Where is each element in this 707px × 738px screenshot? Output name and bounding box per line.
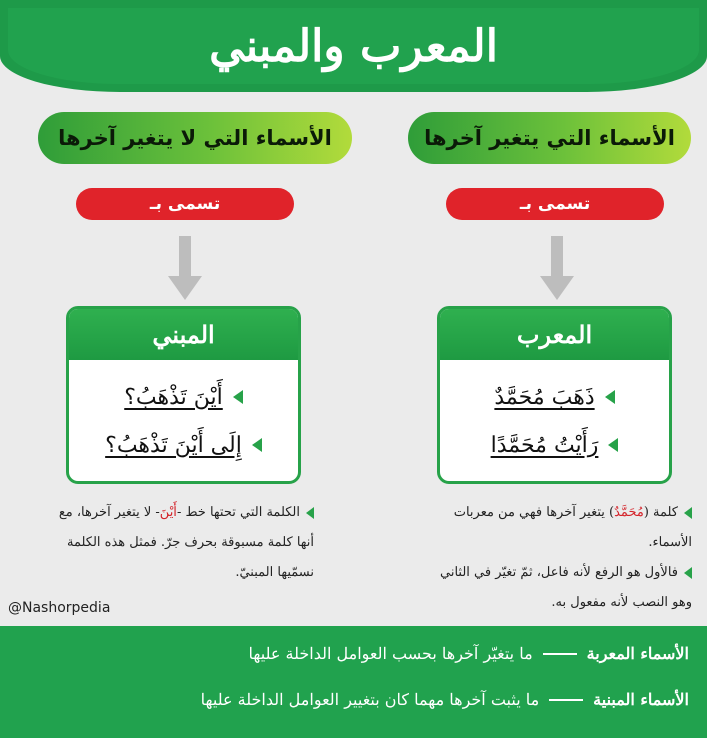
right-example-1 [440,373,669,421]
definition-dash [549,699,583,701]
right-called-label: تسمى بـ [519,194,591,214]
left-down-arrow-icon [168,236,202,300]
right-note-2-text: فالأول هو الرفع لأنه فاعل، ثمّ تغيّر في الثاني وهو النصب لأنه مفعول به. [439,565,692,610]
right-heading: الأسماء التي يتغير آخرها [424,126,675,150]
left-note-pre: الكلمة التي تحتها خط - [176,505,300,520]
left-card-title: المبني [69,309,298,363]
definition-term-2: الأسماء المبنية [593,690,689,709]
right-called-pill [446,188,664,220]
definition-text-1: ما يتغيّر آخرها بحسب العوامل الداخلة عليها [248,644,533,663]
bullet-triangle-icon [233,390,243,404]
right-note-1-highlight: مُحَمَّدٌ [614,505,644,520]
right-note-1-pre: كلمة ( [643,505,678,520]
right-card [437,306,672,484]
bullet-triangle-icon [306,507,314,519]
left-called-label: تسمى بـ [149,194,221,214]
footer-definitions [0,626,707,738]
left-note-post: - لا يتغير آخرها، مع أنها كلمة مسبوقة بحرف جرّ. فمثل هذه الكلمة نسمّيها المبنيّ. [58,505,314,580]
right-note-2 [430,558,692,618]
credit-handle: @Nashorpedia [8,600,111,616]
definition-term-1: الأسماء المعربة [586,644,689,663]
bullet-triangle-icon [684,507,692,519]
left-card [66,306,301,484]
definition-text-2: ما يثبت آخرها مهما كان بتغيير العوامل الداخلة عليها [200,690,540,709]
left-example-1 [69,373,298,421]
left-called-pill [76,188,294,220]
right-example-text-1: ذَهَبَ مُحَمَّدٌ [494,384,595,410]
right-example-2 [440,421,669,469]
definition-row-1 [19,644,689,663]
right-note-1 [430,498,692,558]
page-title: المعرب والمبني [209,20,498,72]
title-banner [0,0,707,92]
left-note-highlight: أَيْنَ [159,505,177,520]
bullet-triangle-icon [252,438,262,452]
left-example-text-2: إِلَى أَيْنَ تَذْهَبُ؟ [105,432,242,458]
definition-dash [543,653,577,655]
left-note [58,498,314,588]
left-heading: الأسماء التي لا يتغير آخرها [58,126,332,150]
right-example-text-2: رَأَيْتُ مُحَمَّدًا [490,432,599,458]
bullet-triangle-icon [605,390,615,404]
left-example-text-1: أَيْنَ تَذْهَبُ؟ [124,384,223,410]
bullet-triangle-icon [608,438,618,452]
right-down-arrow-icon [540,236,574,300]
right-card-title: المعرب [440,309,669,363]
right-heading-pill [408,112,691,164]
left-example-2 [69,421,298,469]
definition-row-2 [19,690,689,709]
right-note-1-post: ) يتغير آخرها فهي من معربات الأسماء. [453,505,692,550]
left-heading-pill [38,112,352,164]
right-notes [430,498,692,618]
title-pill [8,8,699,84]
bullet-triangle-icon [684,567,692,579]
